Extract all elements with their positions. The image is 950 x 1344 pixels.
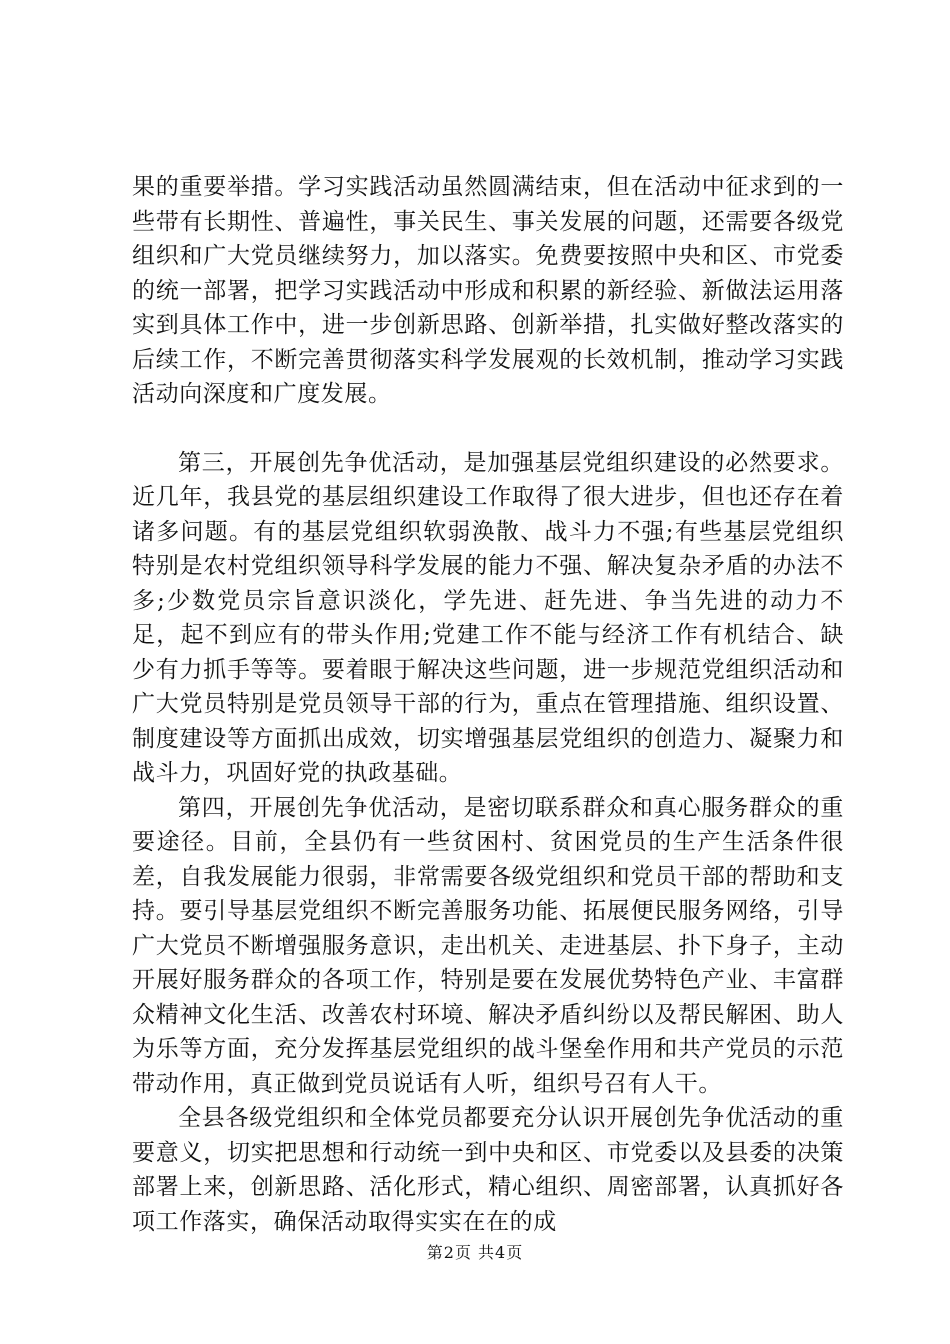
paragraph-continuation: 果的重要举措。学习实践活动虽然圆满结束，但在活动中征求到的一些带有长期性、普遍性，事关民生、事关发展的问题，还需要各级党组织和广大党员继续努力，加以落实。免费要按照中央和区、市党委的统一部署，把学习实践活动中形成和积累的新经验、新做法运用落实到具体工作中，进一步创新思路、创新举措，扎实做好整改落实的后续工作，不断完善贯彻落实科学发展观的长效机制，推动学习实践活动向深度和广度发展。	[132, 174, 844, 407]
paragraph-conclusion: 全县各级党组织和全体党员都要充分认识开展创先争优活动的重要意义，切实把思想和行动统一到中央和区、市党委以及县委的决策部署上来，创新思路、活化形式，精心组织、周密部署，认真抓好各项工作落实，确保活动取得实实在在的成	[132, 1105, 844, 1235]
paragraph-third-point: 第三，开展创先争优活动，是加强基层党组织建设的必然要求。近几年，我县党的基层组织建设工作取得了很大进步，但也还存在着诸多问题。有的基层党组织软弱涣散、战斗力不强;有些基层党组织特别是农村党组织领导科学发展的能力不强、解决复杂矛盾的办法不多;少数党员宗旨意识淡化，学先进、赶先进、争当先进的动力不足，起不到应有的带头作用;党建工作不能与经济工作有机结合、缺少有力抓手等等。要着眼于解决这些问题，进一步规范党组织活动和广大党员特别是党员领导干部的行为，重点在管理措施、组织设置、制度建设等方面抓出成效，切实增强基层党组织的创造力、凝聚力和战斗力，巩固好党的执政基础。	[132, 449, 844, 786]
document-body	[132, 170, 844, 1239]
paragraph-fourth-point: 第四，开展创先争优活动，是密切联系群众和真心服务群众的重要途径。目前，全县仍有一些贫困村、贫困党员的生产生活条件很差，自我发展能力很弱，非常需要各级党组织和党员干部的帮助和支持。要引导基层党组织不断完善服务功能、拓展便民服务网络，引导广大党员不断增强服务意识，走出机关、走进基层、扑下身子，主动开展好服务群众的各项工作，特别是要在发展优势特色产业、丰富群众精神文化生活、改善农村环境、解决矛盾纠纷以及帮民解困、助人为乐等方面，充分发挥基层党组织的战斗堡垒作用和共产党员的示范带动作用，真正做到党员说话有人听，组织号召有人干。	[132, 794, 844, 1097]
page-number-footer: 第2页 共4页	[426, 1243, 524, 1262]
